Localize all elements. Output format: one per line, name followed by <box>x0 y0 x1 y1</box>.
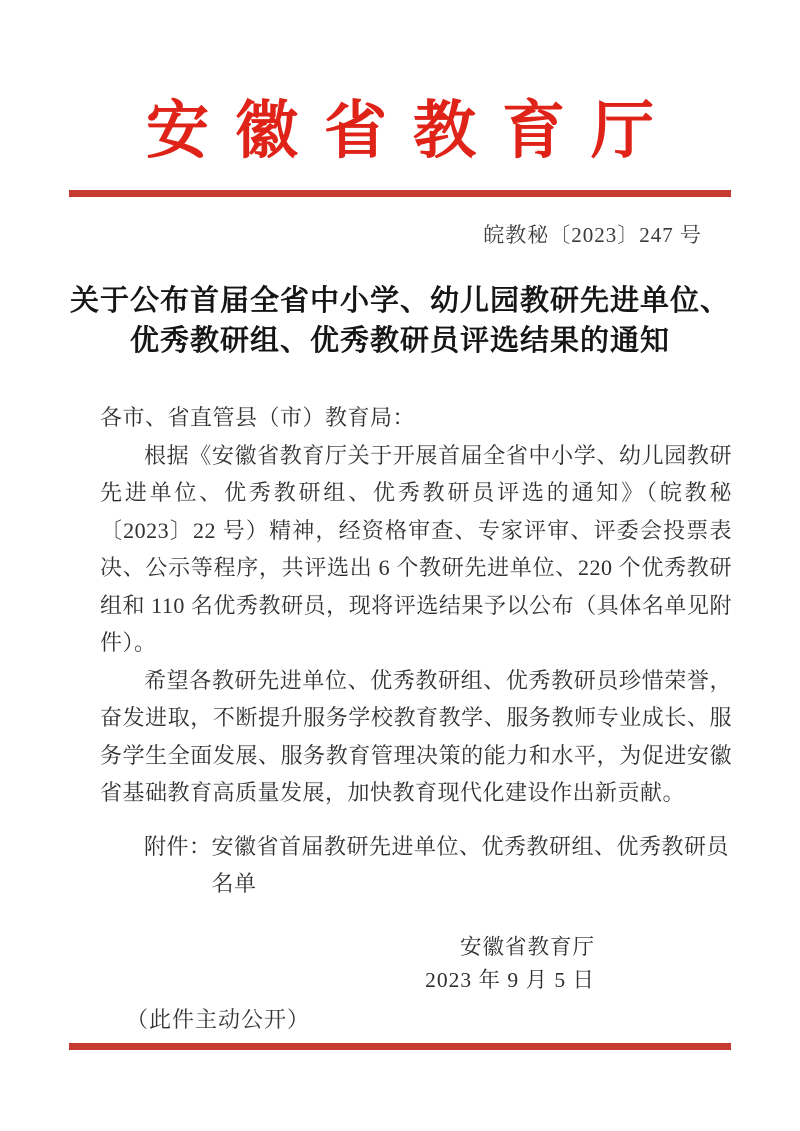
document-title-line-2: 优秀教研组、优秀教研员评选结果的通知 <box>129 325 670 358</box>
disclosure-note: （此件主动公开） <box>126 1006 311 1032</box>
document-body <box>100 399 732 812</box>
body-paragraph-1: 根据《安徽省教育厅关于开展首届全省中小学、幼儿园教研先进单位、优秀教研组、优秀教研员评选的通知》（皖教秘〔2023〕22 号）精神，经资格审查、专家评审、评委会投票表决、公示等程序，共评选出 6 个教研先进单位、220 个优秀教研组和 110 名优秀教研员，现将评选结果予以公布（具体名单见附件）。 <box>100 442 732 656</box>
body-paragraph-2: 希望各教研先进单位、优秀教研组、优秀教研员珍惜荣誉，奋发进取，不断提升服务学校教育教学、服务教师专业成长、服务学生全面发展、服务教育管理决策的能力和水平，为促进安徽省基础教育高质量发展，加快教育现代化建设作出新贡献。 <box>100 667 732 806</box>
masthead-double-rule <box>69 190 731 197</box>
attachment-text-line-2: 名单 <box>211 871 257 897</box>
signature-date: 2023 年 9 月 5 日 <box>425 967 595 992</box>
attachment-text-line-1: 安徽省首届教研先进单位、优秀教研组、优秀教研员 <box>211 833 730 859</box>
salutation-line: 各市、省直管县（市）教育局： <box>100 405 416 431</box>
attachment-note <box>144 828 732 903</box>
attachment-label: 附件： <box>144 833 212 859</box>
footer-double-rule <box>69 1043 731 1050</box>
document-title-line-1: 关于公布首届全省中小学、幼儿园教研先进单位、 <box>69 285 730 318</box>
attachment-text <box>212 828 730 903</box>
signature-block <box>0 931 800 997</box>
signature-agency: 安徽省教育厅 <box>459 934 595 959</box>
document-title <box>0 281 800 361</box>
issuing-agency-masthead: 安徽省教育厅 <box>146 96 680 166</box>
document-reference-number: 皖教秘〔2023〕247 号 <box>483 223 702 248</box>
